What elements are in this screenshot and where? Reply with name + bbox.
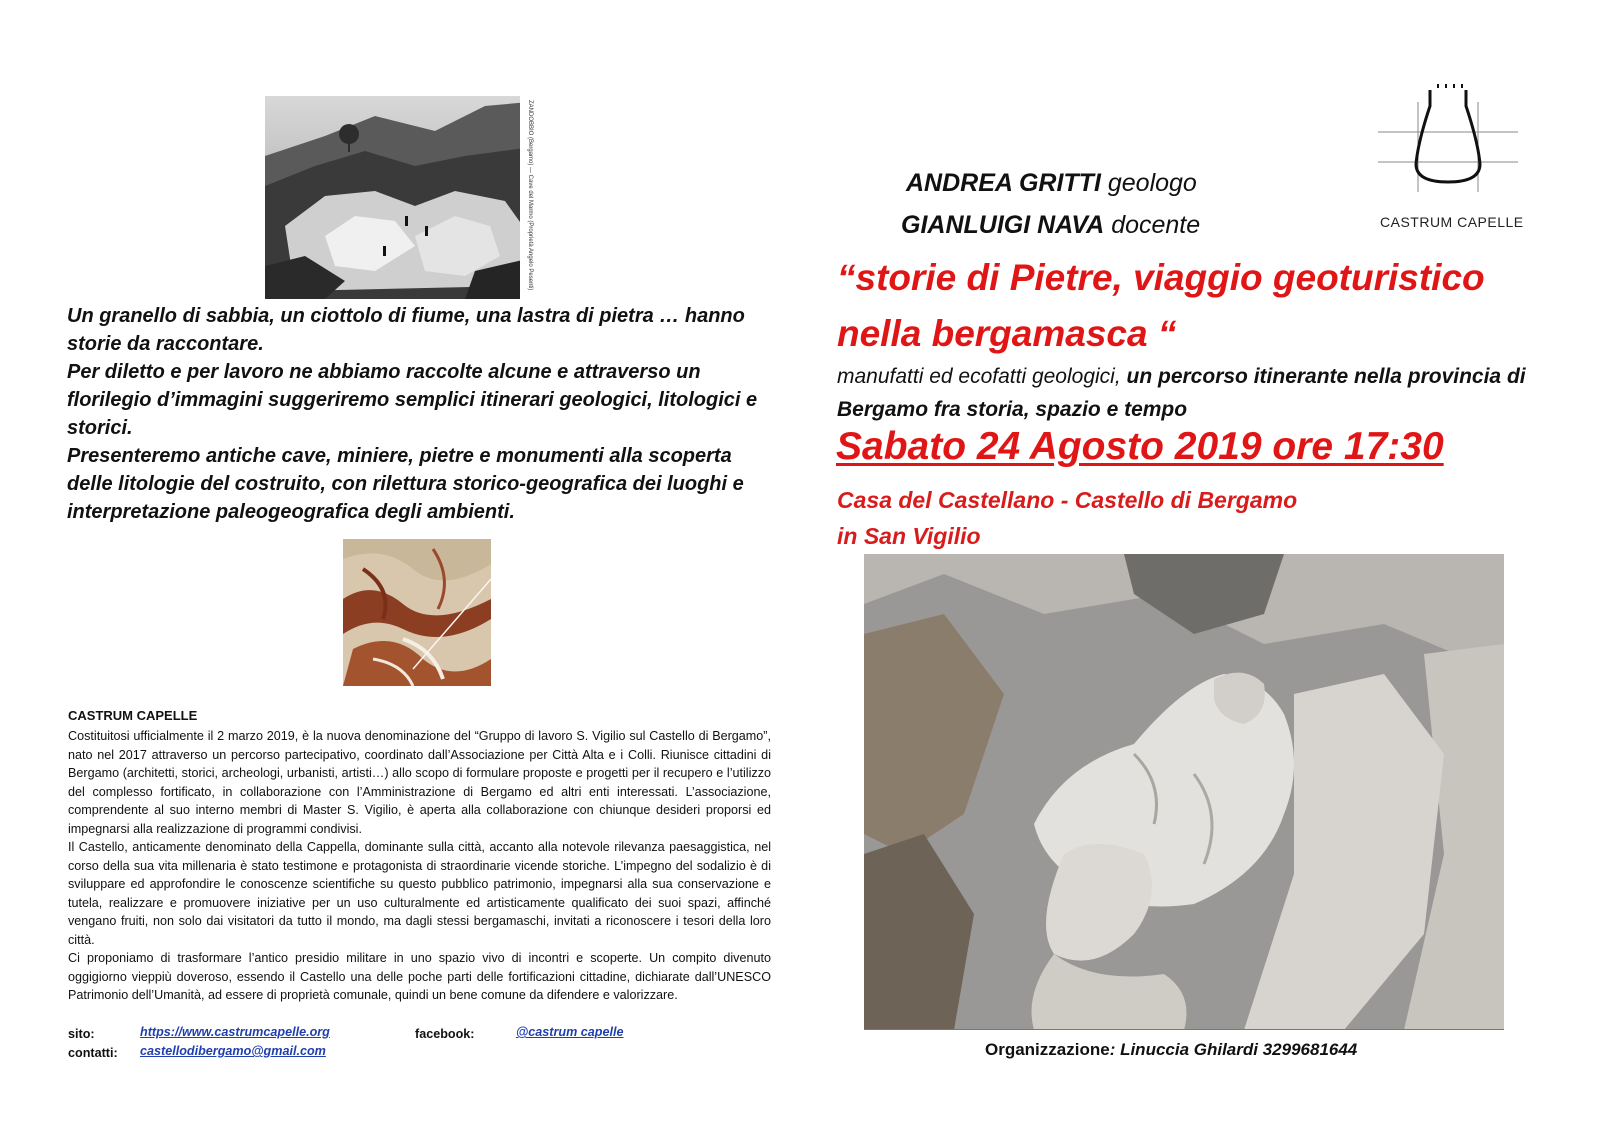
speaker-2 (901, 211, 1200, 240)
speaker-1-name: ANDREA GRITTI (906, 169, 1101, 197)
event-subtitle (837, 360, 1537, 426)
speaker-2-name: GIANLUIGI NAVA (901, 211, 1105, 239)
site-label: sito: (68, 1027, 95, 1041)
site-link[interactable]: https://www.castrumcapelle.org (140, 1025, 330, 1039)
event-date: Sabato 24 Agosto 2019 ore 17:30 (836, 425, 1444, 468)
about-title: CASTRUM CAPELLE (68, 708, 198, 723)
marble-photo (343, 539, 491, 686)
venue-line-2: in San Vigilio (837, 523, 981, 549)
event-title: “storie di Pietre, viaggio geoturistico nella bergamasca “ (837, 257, 1485, 354)
facebook-link[interactable]: @castrum capelle (516, 1025, 624, 1039)
logo-text: CASTRUM CAPELLE (1380, 214, 1524, 230)
intro-text (67, 302, 767, 526)
about-paragraph-3: Ci proponiamo di trasformare l’antico presidio militare in uno spazio vivo di incontri e scoperte. Un compito divenuto oggigiorno vieppiù doveroso, essendo il Castello una delle poche parti delle fortificazioni cittadine, dichiarate dall’UNESCO Patrimonio dell’Umanità, ad essere di proprietà comunale, quindi un bene comune da difendere e valorizzare. (68, 951, 771, 1002)
event-venue (837, 482, 1297, 554)
quarry-photo (265, 96, 540, 299)
speaker-1-role: geologo (1100, 169, 1197, 197)
castrum-capelle-logo (1378, 82, 1526, 232)
organization (985, 1040, 1357, 1060)
subtitle-bold: un percorso itinerante nella provincia di Bergamo fra storia, spazio e tempo (837, 365, 1526, 421)
speaker-1 (906, 169, 1197, 198)
about-paragraph-1: Costituitosi ufficialmente il 2 marzo 2019, è la nuova denominazione del “Gruppo di lavoro S. Vigilio sul Castello di Bergamo”, nato nel 2017 attraverso un percorso partecipativo, coordinato dall’Associazione per Città Alta e i Colli. Riunisce cittadini di Bergamo (architetti, storici, archeologi, urbanisti, artisti…) allo scopo di formulare proposte e progetti per il recupero e l’utilizzo del complesso fortificato, in collaborazione con l’Amministrazione di Bergamo ed altri enti interessati. L’associazione, comprendente al suo interno membri di Master S. Vigilio, è aperta alla collaborazione con chiunque desideri proporsi ed impegnarsi alla realizzazione di programmi condivisi. (68, 729, 771, 836)
org-value: : Linuccia Ghilardi 3299681644 (1109, 1040, 1358, 1059)
facebook-label: facebook: (415, 1027, 475, 1041)
org-label: Organizzazione (985, 1040, 1110, 1059)
venue-line-1: Casa del Castellano - Castello di Bergamo (837, 487, 1298, 513)
subtitle-italic: manufatti ed ecofatti geologici, (837, 365, 1127, 388)
contacts-email-link[interactable]: castellodibergamo@gmail.com (140, 1044, 326, 1058)
intro-line-1: Un granello di sabbia, un ciottolo di fiume, una lastra di pietra … hanno storie da raccontare. (67, 305, 745, 355)
about-body (68, 727, 771, 1005)
contacts-label: contatti: (68, 1046, 118, 1060)
intro-line-3: Presenteremo antiche cave, miniere, pietre e monumenti alla scoperta delle litologie del costruito, con rilettura storico-geografica dei luoghi e interpretazione paleogeografica degli ambienti. (67, 445, 744, 523)
quarry-caption: ZANDOBBIO (Bergamo) — Cave del Marmo (Proprietà Angelo Pesenti) (527, 100, 533, 291)
about-paragraph-2: Il Castello, anticamente denominato della Cappella, dominante sulla città, accanto alla notevole rilevanza paesaggistica, nel corso della sua vita millenaria è stato testimone e protagonista di straordinarie vicende storiche. L’impegno del sodalizio è di sviluppare ed approfondire le conoscenze scientifiche su questo pubblico patrimonio, impegnarsi alla sua conservazione e tutela, realizzare e promuovere iniziative per un uso culturalmente ed artisticamente qualificato dei suoi spazi, affinché vengano fruiti, non solo dai visitatori da tutto il mondo, ma dagli stessi bergamaschi, invitati a riconoscere i tesori della loro città. (68, 840, 771, 947)
sculpture-photo (864, 554, 1504, 1030)
speaker-2-role: docente (1104, 211, 1201, 239)
intro-line-2: Per diletto e per lavoro ne abbiamo raccolte alcune e attraverso un florilegio d’immagini suggeriremo semplici itinerari geologici, litologici e storici. (67, 361, 758, 439)
